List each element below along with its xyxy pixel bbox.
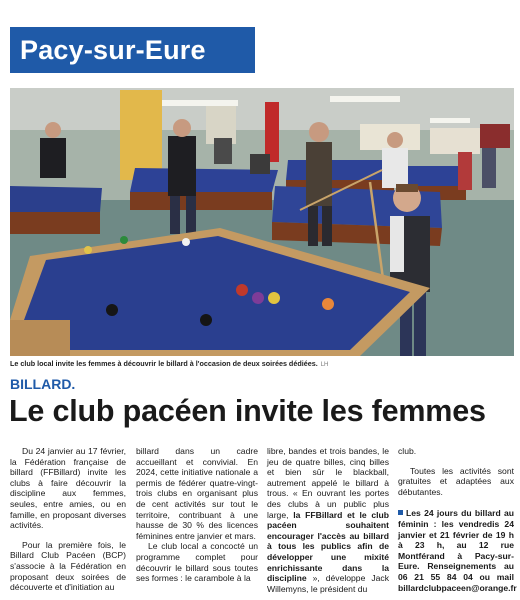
paragraph: Du 24 janvier au 17 février, la Fédération française de billard (FFBillard) invite les clubs à faire découvrir la discipline aux femmes, seules, entre amies, ou en famille, en proposant diverses activités. (10, 446, 126, 531)
billiard-room-photo (10, 88, 514, 356)
article-column-1 (10, 446, 126, 593)
section-banner (10, 27, 255, 73)
caption-text: Le club local invite les femmes à découvrir le billard à l'occasion de deux soirées dédiées. (10, 359, 318, 368)
article-kicker: BILLARD. (10, 376, 76, 392)
text-run: », développe Jack Willemyns, le président du (267, 573, 389, 594)
paragraph: Pour la première fois, le Billard Club Pacéen (BCP) s'associe à la Fédération en proposant deux soirées de découverte et d'initiation au (10, 539, 126, 593)
article-photo (10, 88, 514, 356)
section-title: Pacy-sur-Eure (20, 34, 206, 65)
info-text: Les 24 jours du billard au féminin : les vendredis 24 janvier et 21 février de 19 h à 23 h, au 12 rue Montférand à Pacy-sur-Eure. Renseignements au 06 21 55 84 04 ou mail billardclubpaceen@orange.fr (398, 508, 517, 593)
article-column-3 (267, 446, 389, 594)
paragraph (267, 446, 389, 594)
info-box (398, 508, 517, 593)
article-column-4 (398, 446, 517, 593)
bullet-square-icon (398, 510, 403, 515)
photo-credit: LH (320, 362, 329, 368)
paragraph: Le club local a concocté un programme complet pour découvrir le billard sous toutes ses formes : le carambole à la (136, 541, 258, 584)
article-headline: Le club pacéen invite les femmes (9, 394, 486, 428)
paragraph: club. (398, 446, 417, 456)
paragraph: billard dans un cadre accueillant et convivial. En 2024, cette initiative nationale a permis de fédérer quatre-vingt-trois clubs en organisant plus de cent activités sur tout le territoire, contribuant à une hausse de 30 % des licences féminines entre janvier et mars. (136, 446, 258, 541)
photo-caption (10, 359, 514, 368)
paragraph: Toutes les activités sont gratuites et adaptées aux débutantes. (398, 465, 514, 497)
quote-bold: la FFBillard et le club pacéen souhaitent encourager l'accès au billard à tous les publics afin de développer une mixité enrichissante dans la discipline (267, 509, 390, 584)
text-run: libre, bandes et trois bandes, le jeu de quatre billes, cinq billes et bien sûr le blackball, autrement appelé le billard à trous. « En ouvrant les portes des clubs à un public plus large, (267, 446, 389, 520)
article-column-2 (136, 446, 258, 584)
